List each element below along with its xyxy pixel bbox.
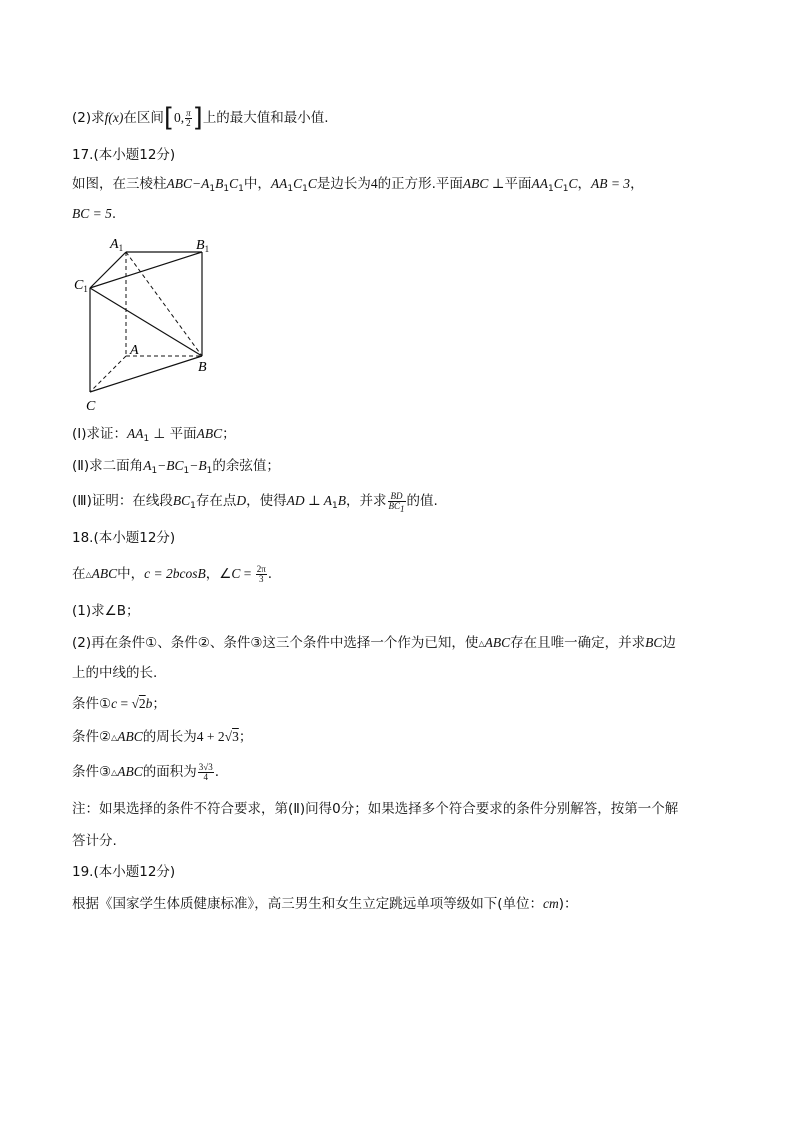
- q18-note: 注：如果选择的条件不符合要求，第(Ⅱ)问得0分；如果选择多个符合要求的条件分别解答，按第一个解: [72, 801, 679, 817]
- q17-part2: (Ⅱ)求二面角$A_1-BC_1-B_1$的余弦值；: [72, 458, 280, 476]
- edge-c1-b1: [90, 252, 202, 288]
- bd-over-bc1: $\frac{BD}{BC_1}$: [388, 490, 405, 514]
- edge-c1-b: [90, 288, 202, 356]
- label-a: A: [130, 343, 139, 358]
- q18-part2-cont: 上的中线的长.: [72, 665, 158, 681]
- label-a1: $A_1$: [110, 237, 124, 253]
- label-b: B: [198, 360, 207, 375]
- edge-c-b: [90, 356, 202, 392]
- q18-part1: (1)求∠B；: [72, 603, 140, 619]
- q18-condition-1: 条件①c = √2b；: [72, 696, 166, 712]
- q18-condition-3: 条件③△ABC的面积为 $\frac{3√3}{4}$ .: [72, 761, 220, 782]
- q19-heading: 19.(本小题12分): [72, 864, 176, 880]
- q18-condition-2: 条件②△ABC的周长为4 + 2√3；: [72, 729, 253, 745]
- label-c1: $C_1$: [74, 278, 88, 294]
- q18-part2: (2)再在条件①、条件②、条件③这三个条件中选择一个作为已知，使△ABC存在且唯一确定，并求BC边: [72, 635, 676, 651]
- q18-stem: 在△ABC中，c = 2bcosB，∠C = $\frac{2\pi}{3}$ .: [72, 563, 273, 584]
- area-fraction: $\frac{3√3}{4}$: [198, 761, 213, 782]
- q17-part3: (Ⅲ)证明：在线段$BC_1$存在点D，使得AD ⊥ $A_1B$，并求 $\frac{BD}{BC_1}$ 的值.: [72, 490, 438, 514]
- edge-a1-b: [126, 252, 202, 356]
- q18-heading: 18.(本小题12分): [72, 530, 176, 546]
- q17-stem-cont: BC = 5.: [72, 206, 117, 222]
- label-b1: $B_1$: [196, 238, 210, 254]
- q18-note-cont: 答计分.: [72, 833, 117, 849]
- q16-part2: (2)求f(x)在区间[0, $\frac{\pi}{2}$ ]上的最大值和最小值.: [72, 103, 329, 133]
- q17-heading: 17.(本小题12分): [72, 147, 176, 163]
- pi-over-2: $\frac{\pi}{2}$: [186, 107, 191, 128]
- q17-stem: 如图，在三棱柱$ABC-A_1B_1C_1$中，$AA_1C_1C$是边长为4的正方形.平面ABC ⊥平面$AA_1C_1C$，AB = 3，: [72, 176, 644, 194]
- prism-figure: [72, 234, 222, 414]
- two-pi-over-3: $\frac{2\pi}{3}$: [256, 563, 266, 584]
- q17-part1: (Ⅰ)求证：$AA_1$ ⊥ 平面ABC；: [72, 426, 236, 444]
- q19-stem: 根据《国家学生体质健康标准》，高三男生和女生立定跳远单项等级如下(单位：cm)：: [72, 896, 578, 912]
- label-c: C: [86, 399, 96, 414]
